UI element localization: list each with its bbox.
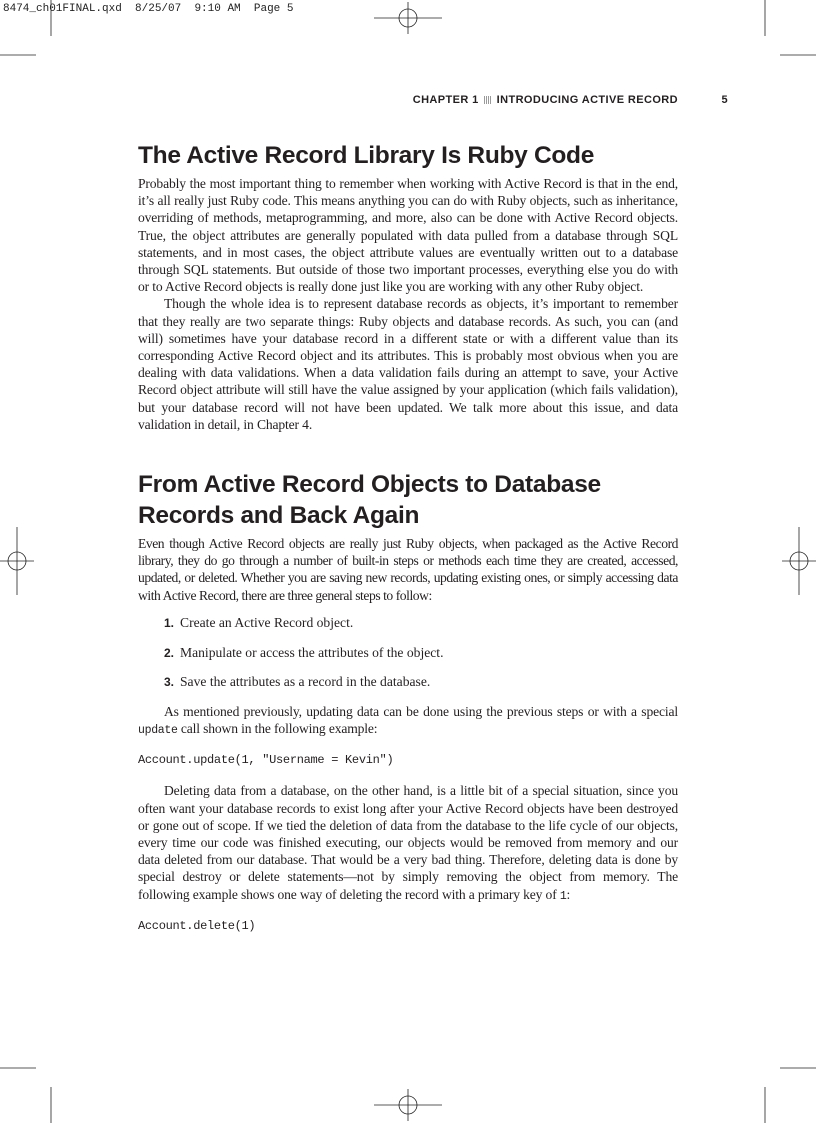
list-item <box>164 644 678 662</box>
registration-mark-top <box>374 2 442 34</box>
section-heading-ruby-code: The Active Record Library Is Ruby Code <box>138 142 595 169</box>
registration-mark-left <box>0 527 34 595</box>
text-run: As mentioned previously, updating data can be done using the previous steps or with a special <box>164 703 678 719</box>
paragraph <box>138 703 678 739</box>
printer-slug <box>3 3 293 15</box>
page-number: 5 <box>721 94 728 106</box>
code-example-update: Account.update(1, "Username = Kevin") <box>138 753 394 768</box>
inline-code: 1 <box>559 889 567 903</box>
list-item <box>164 673 678 691</box>
slug-time: 9:10 AM <box>194 3 241 15</box>
slug-file: 8474_ch01FINAL.qxd <box>3 3 122 15</box>
code-example-delete: Account.delete(1) <box>138 918 256 933</box>
text-run: Deleting data from a database, on the other hand, is a little bit of a special situation, since you often want your database records to exist long after your Active Record objects have been destroyed or gone out of scope. If we tied the deletion of data from the database to the life cycle of our objects, every time our code was finished executing, our objects would be removed from memory and our data deleted from our database. That would be a very bad thing. Therefore, deleting data is done by special destroy or delete statements—not by simply removing the object from memory. The following example shows one way of deleting the record with a primary key of <box>138 783 678 902</box>
registration-mark-bottom <box>374 1089 442 1121</box>
list-text: Save the attributes as a record in the database. <box>180 674 431 690</box>
list-number: 1. <box>164 615 175 630</box>
chapter-title: INTRODUCING ACTIVE RECORD <box>496 94 678 106</box>
slug-date: 8/25/07 <box>135 3 182 15</box>
chapter-label: CHAPTER 1 <box>412 94 479 106</box>
inline-code: update <box>138 724 178 738</box>
paragraph: Even though Active Record objects are really just Ruby objects, when packaged as the Active Record library, they do go through a number of built-in steps or methods each time they are created, accessed, updated, or deleted. Whether you are saving new records, updating existing ones, or simply accessing data with Active Record, there are three general steps to follow: <box>138 536 678 603</box>
list-text: Create an Active Record object. <box>180 614 354 630</box>
paragraph <box>138 782 678 904</box>
registration-mark-right <box>782 527 816 595</box>
paragraph: Though the whole idea is to represent database records as objects, it’s important to remember that they really are two separate things: Ruby objects and database records. As such, you can (and will) sometimes have your database record in a different state or with a different value than its corresponding Active Record object and its attributes. This is probably most obvious when you are dealing with data validations. When a data validation fails during an attempt to save, your Active Record object attribute will still have the value assigned by your application (which fails validation), but your database record will not have been updated. We talk more about this issue, and data validation in detail, in Chapter 4. <box>138 296 678 432</box>
page-body <box>138 140 678 948</box>
running-head-title <box>413 94 678 106</box>
list-number: 3. <box>164 675 175 690</box>
list-item <box>164 614 678 632</box>
text-run: : <box>566 886 571 902</box>
slug-page: Page 5 <box>253 3 294 15</box>
text-run: call shown in the following example: <box>180 721 378 737</box>
list-number: 2. <box>164 645 175 660</box>
section-heading-objects-to-records: From Active Record Objects to Database Records and Back Again <box>138 471 601 530</box>
separator-square-icon <box>484 96 492 104</box>
paragraph: Probably the most important thing to remember when working with Active Record is that in the end, it’s all really just Ruby code. This means anything you can do with Ruby objects, such as inheritance, overriding of methods, metaprogramming, and more, also can be done with Active Record objects. True, the object attributes are generally populated with data pulled from a database through SQL statements, and in most cases, the object attribute values are eventually written out to a database through SQL statements. But outside of those two important processes, everything else you do with or to Active Record objects is really done just like you are working with any other Ruby object. <box>138 176 678 295</box>
list-text: Manipulate or access the attributes of the object. <box>180 644 444 660</box>
steps-list <box>138 614 678 692</box>
